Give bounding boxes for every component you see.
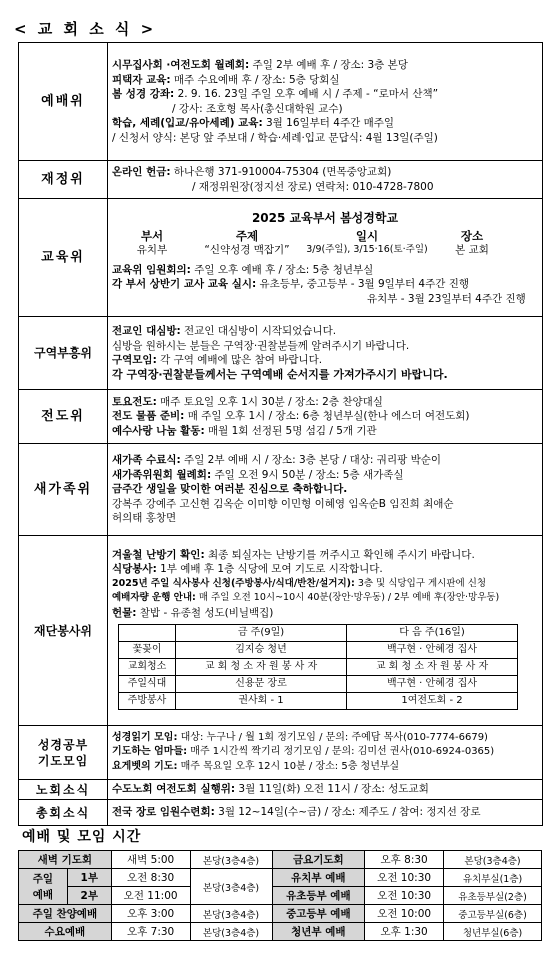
duty-cell: 주일식대 xyxy=(119,676,176,693)
section-content xyxy=(108,390,543,444)
schedule-time: 오후 1:30 xyxy=(365,923,444,941)
schedule-place: 유치부실(1층) xyxy=(444,869,542,887)
schedule-label: 수요예배 xyxy=(19,923,112,941)
news-line: 겨울철 난방기 확인: 최종 퇴실자는 난방기를 꺼주시고 확인해 주시기 바랍니다. xyxy=(112,548,475,561)
news-line: 각 부서 상반기 교사 교육 실시: 유초등부, 중고등부 - 3월 9일부터 4주간 진행 xyxy=(112,278,470,290)
schedule-place: 본당(3층4층) xyxy=(190,869,272,905)
category-label: 재정위 xyxy=(19,161,108,199)
duty-table xyxy=(118,624,518,710)
schedule-time: 오전 8:30 xyxy=(111,869,190,887)
schedule-time: 오후 3:00 xyxy=(111,905,190,923)
news-line: 예수사랑 나눔 활동: 매월 1회 선정된 5명 섬김 / 5개 기관 xyxy=(112,424,377,437)
category-label: 성경공부 기도모임 xyxy=(19,726,108,780)
schedule-place: 본당(3층4층) xyxy=(190,851,272,869)
schedule-time: 오전 11:00 xyxy=(111,887,190,905)
duty-cell: 교회청소 xyxy=(119,659,176,676)
schedule-sublabel: 2부 xyxy=(67,887,111,905)
schedule-time: 오전 10:30 xyxy=(365,869,444,887)
schedule-label: 주일 예배 xyxy=(19,869,68,905)
page-title: < 교 회 소 식 > xyxy=(14,20,157,38)
duty-cell: 꽃꽂이 xyxy=(119,642,176,659)
section-finance xyxy=(19,161,543,199)
news-line: 토요전도: 매주 토요일 오후 1시 30분 / 장소: 2층 찬양대실 xyxy=(112,395,383,408)
schedule-label: 유초등부 예배 xyxy=(272,887,365,905)
schedule-time: 오후 7:30 xyxy=(111,923,190,941)
schedule-row xyxy=(19,923,542,941)
section-content xyxy=(108,161,543,199)
section-content xyxy=(108,780,543,800)
schedule-title: 예배 및 모임 시간 xyxy=(22,829,142,845)
section-district xyxy=(19,317,543,390)
program-cell: 3/9(주일), 3/15·16(토·주일) xyxy=(306,243,428,255)
duty-row xyxy=(119,659,518,676)
news-line: / 신청서 양식: 본당 앞 주보대 / 학습·세례·입교 문답식: 4월 13일(주일) xyxy=(112,131,438,144)
news-line: 예배자량 운행 안내: 매 주일 오전 10시~10시 40분(장안·망우동) / 2부 예배 후(장안·망우동) xyxy=(112,592,500,604)
schedule-label: 주일 찬양예배 xyxy=(19,905,112,923)
news-line: 허의태 홍창면 xyxy=(112,512,177,525)
program-header: 장소 xyxy=(460,228,484,243)
duty-cell: 백구현 · 안혜경 집사 xyxy=(347,642,518,659)
schedule-place: 본당(3층4층) xyxy=(190,923,272,941)
schedule-label: 금요기도회 xyxy=(272,851,365,869)
section-evangelism xyxy=(19,390,543,444)
section-content xyxy=(108,726,543,780)
category-label: 노회소식 xyxy=(19,780,108,800)
church-news-table xyxy=(18,42,543,826)
schedule-time: 새벽 5:00 xyxy=(111,851,190,869)
news-line: 강복주 강예주 고신현 김옥순 이미향 이민형 이혜영 임옥순B 임진희 최애순 xyxy=(112,497,454,510)
schedule-place: 본당(3층4층) xyxy=(444,851,542,869)
section-service xyxy=(19,536,543,726)
duty-cell: 1여전도회 - 2 xyxy=(347,693,518,710)
news-line: 학습, 세례(입교/유아세례) 교육: 3월 16일부터 4주간 매주일 xyxy=(112,117,395,129)
news-line: 수도노회 여전도회 실행위: 3월 11일(화) 오전 11시 / 장소: 성도교회 xyxy=(112,783,429,796)
category-label: 교육위 xyxy=(19,199,108,317)
schedule-label: 중고등부 예배 xyxy=(272,905,365,923)
section-content xyxy=(108,317,543,390)
category-label: 재단봉사위 xyxy=(19,536,108,726)
schedule-row xyxy=(19,887,542,905)
program-cell: “신약성경 맥잡기” xyxy=(204,243,290,256)
program-grid xyxy=(112,229,538,257)
section-elder xyxy=(19,780,543,800)
news-line: 새가족위원회 월례회: 주일 오전 9시 50분 / 장소: 5층 새가족실 xyxy=(112,468,404,481)
schedule-label: 유치부 예배 xyxy=(272,869,365,887)
news-line: 식당봉사: 1부 예배 후 1층 식당에 모여 기도로 시작합니다. xyxy=(112,563,383,576)
program-cell: 본 교회 xyxy=(455,243,489,256)
news-line: 헌물: 찰밥 - 유종철 성도(비닐백집) xyxy=(112,606,274,619)
section-general xyxy=(19,800,543,826)
section-bible xyxy=(19,726,543,780)
program-title: 2025 교육부서 봄성경학교 xyxy=(251,211,399,225)
duty-header xyxy=(119,625,176,642)
news-line: 시무집사회 ·여전도회 월례회: 주일 2부 예배 후 / 장소: 3층 본당 xyxy=(112,59,408,71)
schedule-place: 청년부실(6층) xyxy=(444,923,542,941)
duty-cell: 권사회 - 1 xyxy=(176,693,347,710)
news-line: / 강사: 조호형 목사(총신대학원 교수) xyxy=(172,102,343,115)
news-line: 성경읽기 모임: 대상: 누구나 / 월 1회 정기모임 / 문의: 주예담 목사(010-7774-6679) xyxy=(112,731,488,743)
schedule-label: 새벽 기도회 xyxy=(19,851,112,869)
section-content xyxy=(108,800,543,826)
program-header: 일시 xyxy=(355,228,379,243)
duty-cell: 김지승 청년 xyxy=(176,642,347,659)
section-education xyxy=(19,199,543,317)
news-line: 구역모임: 각 구역 예배에 많은 참여 바랍니다. xyxy=(112,354,323,366)
schedule-place: 중고등부실(6층) xyxy=(444,905,542,923)
schedule-place: 유초등부실(2층) xyxy=(444,887,542,905)
schedule-row xyxy=(19,851,542,869)
duty-cell: 백구현 · 안혜경 집사 xyxy=(347,676,518,693)
category-label: 구역부흥위 xyxy=(19,317,108,390)
section-content xyxy=(108,43,543,161)
news-line: 2025년 주일 식사봉사 신청(주방봉사/식대/반찬/설거지): 3층 및 식당입구 게시판에 신청 xyxy=(112,577,487,589)
news-line: / 재정위원장(정지선 장로) 연락처: 010-4728-7800 xyxy=(192,180,434,193)
news-line: 교육위 임원회의: 주일 오후 예배 후 / 장소: 5층 청년부실 xyxy=(112,263,374,276)
news-line: 전도 물품 준비: 매 주일 오후 1시 / 장소: 6층 청년부실(한나 에스더 여전도회) xyxy=(112,410,470,423)
news-line: 기도하는 엄마들: 매주 1시간씩 짝기리 정기모임 / 문의: 김미선 권사(010-6924-0365) xyxy=(112,746,495,758)
category-label: 예배위 xyxy=(19,43,108,161)
section-newfamily xyxy=(19,444,543,536)
news-line: 금주간 생일을 맞이한 여러분 진심으로 축하합니다. xyxy=(112,483,348,496)
schedule-row xyxy=(19,905,542,923)
duty-cell: 신용문 장로 xyxy=(176,676,347,693)
news-line: 온라인 헌금: 하나은행 371-910004-75304 (면목중앙교회) xyxy=(112,166,392,178)
news-line: 피택자 교육: 매주 수요예배 후 / 장소: 5층 당회실 xyxy=(112,73,340,86)
duty-cell: 교 회 청 소 자 원 봉 사 자 xyxy=(347,659,518,676)
news-line: 봄 성경 강좌: 2. 9. 16. 23일 주일 오후 예배 시 / 주제 - “로마서 산책” xyxy=(112,88,439,100)
duty-cell: 주방봉사 xyxy=(119,693,176,710)
news-line: 요게벳의 기도: 매주 목요일 오후 12시 10분 / 장소: 5층 청년부실 xyxy=(112,760,400,772)
duty-header: 다 음 주(16일) xyxy=(347,625,518,642)
section-content xyxy=(108,199,543,317)
duty-row xyxy=(119,693,518,710)
duty-row xyxy=(119,676,518,693)
schedule-row xyxy=(19,869,542,887)
news-line: 전교인 대심방: 전교인 대심방이 시작되었습니다. xyxy=(112,325,337,337)
schedule-time: 오전 10:00 xyxy=(365,905,444,923)
news-line: 새가족 수료식: 주일 2부 예배 시 / 장소: 3층 본당 / 대상: 궈리팡 박순이 xyxy=(112,454,441,467)
duty-row xyxy=(119,642,518,659)
news-line: 유치부 - 3월 23일부터 4주간 진행 xyxy=(367,292,526,305)
category-label: 총회소식 xyxy=(19,800,108,826)
schedule-place: 본당(3층4층) xyxy=(190,905,272,923)
news-line: 심방을 원하시는 분들은 구역장·권찰분들께 알려주시기 바랍니다. xyxy=(112,339,410,352)
schedule-time: 오후 8:30 xyxy=(365,851,444,869)
category-label: 전도위 xyxy=(19,390,108,444)
section-content xyxy=(108,444,543,536)
schedule-table xyxy=(18,850,542,941)
news-line: 전국 장로 임원수련회: 3월 12~14일(수~금) / 장소: 제주도 / 참여: 정지선 장로 xyxy=(112,806,481,819)
schedule-time: 오전 10:30 xyxy=(365,887,444,905)
program-header: 주제 xyxy=(235,228,259,243)
schedule-sublabel: 1부 xyxy=(67,869,111,887)
program-cell: 유치부 xyxy=(136,243,168,256)
duty-header: 금 주(9일) xyxy=(176,625,347,642)
duty-header-row xyxy=(119,625,518,642)
category-label: 새가족위 xyxy=(19,444,108,536)
program-header: 부서 xyxy=(140,228,164,243)
duty-cell: 교 회 청 소 자 원 봉 사 자 xyxy=(176,659,347,676)
section-worship xyxy=(19,43,543,161)
schedule-label: 청년부 예배 xyxy=(272,923,365,941)
section-content xyxy=(108,536,543,726)
news-line: 각 구역장·권찰분들께서는 구역예배 순서지를 가져가주시기 바랍니다. xyxy=(112,367,448,381)
